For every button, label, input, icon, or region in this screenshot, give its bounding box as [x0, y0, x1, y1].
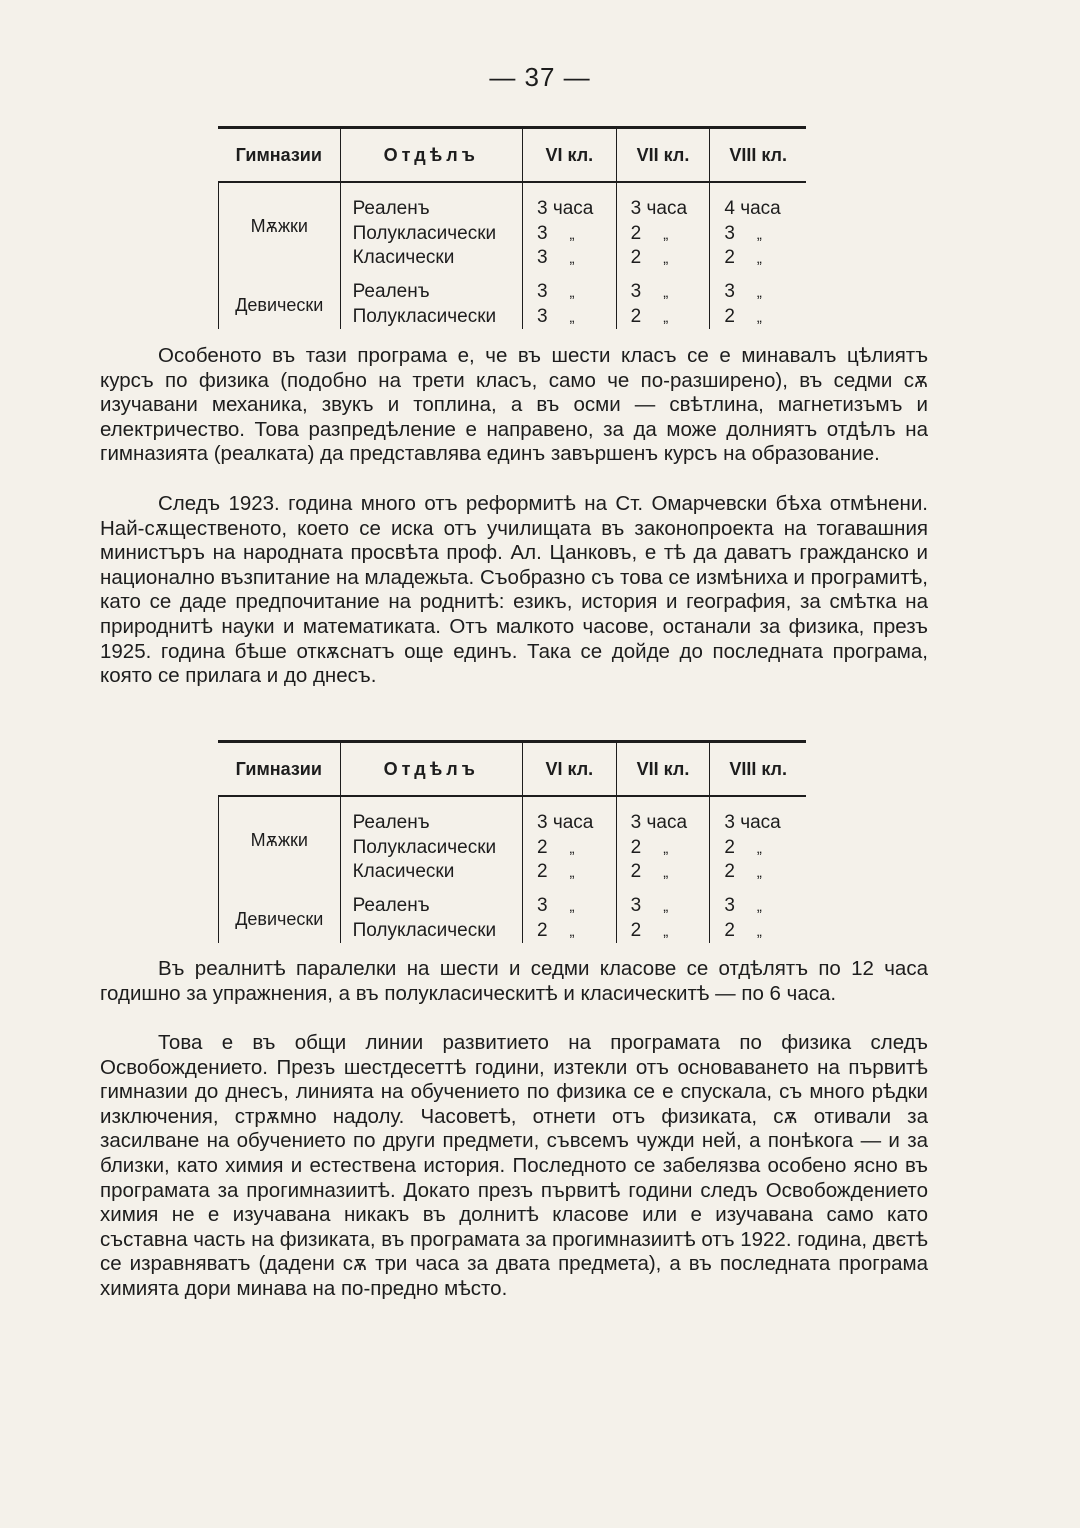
table-cell: 2 „ — [724, 861, 762, 882]
table-cell: 3 „ — [536, 895, 575, 916]
grade-6-column — [523, 797, 617, 943]
paragraph: Въ реалнитѣ паралелки на шести и седми класове се отдѣлятъ по 12 часа годишно за упражнения, а въ полукласическитѣ и класическитѣ — по 6 часа. — [100, 957, 928, 1005]
header-grade-6: VI кл. — [523, 129, 617, 181]
table-cell: 2 „ — [724, 306, 762, 327]
header-grade-7: VII кл. — [617, 129, 711, 181]
header-gymnasium: Гимназии — [218, 743, 341, 795]
table-cell: Реаленъ — [352, 812, 430, 833]
schedule-table-1 — [218, 126, 806, 329]
table-cell: 2 „ — [724, 920, 762, 941]
table-cell: Класически — [352, 247, 455, 268]
table-cell: 3 часа — [630, 812, 688, 833]
table-cell: 3 „ — [536, 223, 575, 244]
table-cell: 2 „ — [630, 306, 669, 327]
department-column — [341, 183, 523, 329]
table-cell: 3 „ — [724, 895, 762, 916]
table-cell: 3 „ — [536, 306, 575, 327]
table-cell: 3 „ — [724, 223, 762, 244]
table-body — [218, 797, 806, 943]
table-cell: Полукласически — [352, 837, 497, 858]
header-department: Отдѣлъ — [341, 743, 523, 795]
table-cell: 2 „ — [536, 920, 575, 941]
table-cell: Полукласически — [352, 920, 497, 941]
header-grade-8: VIII кл. — [729, 758, 787, 779]
table-cell: 2 „ — [630, 837, 669, 858]
grade-8-column — [710, 183, 806, 329]
table-cell: 3 „ — [724, 281, 762, 302]
header-grade-6: VI кл. — [523, 743, 617, 795]
table-cell: 2 „ — [724, 247, 762, 268]
table-cell: Реаленъ — [352, 198, 430, 219]
header-department: Отдѣлъ — [341, 129, 523, 181]
table-cell: 2 „ — [630, 920, 669, 941]
table-cell: 2 „ — [536, 837, 575, 858]
page-number: — 37 — — [489, 62, 591, 92]
group-label-male: Мѫжки — [250, 216, 308, 236]
gymnasium-column — [219, 797, 341, 943]
header-grade-7: VII кл. — [617, 743, 711, 795]
table-cell: 3 часа — [536, 812, 594, 833]
paragraph: Особеното въ тази програма е, че въ шести класъ се е минавалъ цѣлиятъ курсъ по физика (подобно на трети класъ, само че по-разширено), въ седми сѫ изучавани механика, звукъ и топлина, а въ осми — свѣтлина, магнетизъмъ и електричество. Това разпредѣление е направено, за да може долниятъ отдѣлъ на гимназията (реалката) да представлява единъ завършенъ курсъ на образование. — [100, 344, 928, 466]
table-header — [218, 743, 806, 797]
table-cell: Класически — [352, 861, 455, 882]
table-cell: 3 „ — [630, 895, 669, 916]
table-cell: 2 „ — [724, 837, 762, 858]
table-header — [218, 129, 806, 183]
header-grade-8: VIII кл. — [729, 144, 787, 165]
group-label-female: Девически — [235, 295, 324, 315]
table-cell: 3 часа — [536, 198, 594, 219]
table-cell: 3 „ — [536, 247, 575, 268]
table-cell: 2 „ — [536, 861, 575, 882]
gymnasium-column — [219, 183, 341, 329]
table-cell: Полукласически — [352, 306, 497, 327]
department-column — [341, 797, 523, 943]
table-cell: 3 „ — [630, 281, 669, 302]
paragraph: Следъ 1923. година много отъ реформитѣ на Ст. Омарчевски бѣха отмѣнени. Най-сѫщественото, което се иска отъ училищата въ законопроекта на тогавашния министъръ на народната просвѣта проф. Ал. Цанковъ, е тѣ да даватъ гражданско и национално възпитание на младежьта. Съобразно съ това се измѣниха и програмитѣ, като се даде предпочитание на роднитѣ: езикъ, история и география, за смѣтка на природнитѣ науки и математиката. Отъ малкото часове, останали за физика, презъ 1925. година бѣше откѫснатъ още единъ. Така се дойде до последната програма, която се прилага и до днесъ. — [100, 492, 928, 688]
grade-6-column — [523, 183, 617, 329]
table-cell: 3 часа — [724, 812, 781, 833]
grade-7-column — [617, 183, 711, 329]
table-body — [218, 183, 806, 329]
header-gymnasium: Гимназии — [218, 129, 341, 181]
group-label-male: Мѫжки — [250, 830, 308, 850]
table-cell: Реаленъ — [352, 895, 430, 916]
table-cell: 2 „ — [630, 861, 669, 882]
table-cell: 3 „ — [536, 281, 575, 302]
table-cell: Полукласически — [352, 223, 497, 244]
table-cell: 2 „ — [630, 247, 669, 268]
grade-8-column — [710, 797, 806, 943]
schedule-table-2 — [218, 740, 806, 943]
group-label-female: Девически — [235, 909, 324, 929]
paragraph: Това е въ общи линии развитието на програмата по физика следъ Освобождението. Презъ шестдесеттѣ години, изтекли отъ основаването на първитѣ гимназии до днесъ, линията на обучението по физика се е спускала, съ много рѣдки изключения, стрѫмно надолу. Часоветѣ, отнети отъ физиката, сѫ отивали за засилване на обучението по други предмети, съвсемъ чужди ней, а понѣкога — и за близки, като химия и естествена история. Последното се забелязва особено ясно въ програмата за прогимназиитѣ. Докато презъ първитѣ години следъ Освобождението химия не е изучавана никакъ въ долнитѣ класове или е изучавана само като съставна часть на физиката, въ програмата за прогимназиитѣ отъ 1922. година, двєтѣ се изравняватъ (дадени сѫ три часа за двата предмета), а въ последната програма химията дори минава на по-предно мѣсто. — [100, 1031, 928, 1300]
grade-7-column — [617, 797, 711, 943]
table-cell: 3 часа — [630, 198, 688, 219]
table-cell: 4 часа — [724, 198, 781, 219]
table-cell: 2 „ — [630, 223, 669, 244]
table-cell: Реаленъ — [352, 281, 430, 302]
